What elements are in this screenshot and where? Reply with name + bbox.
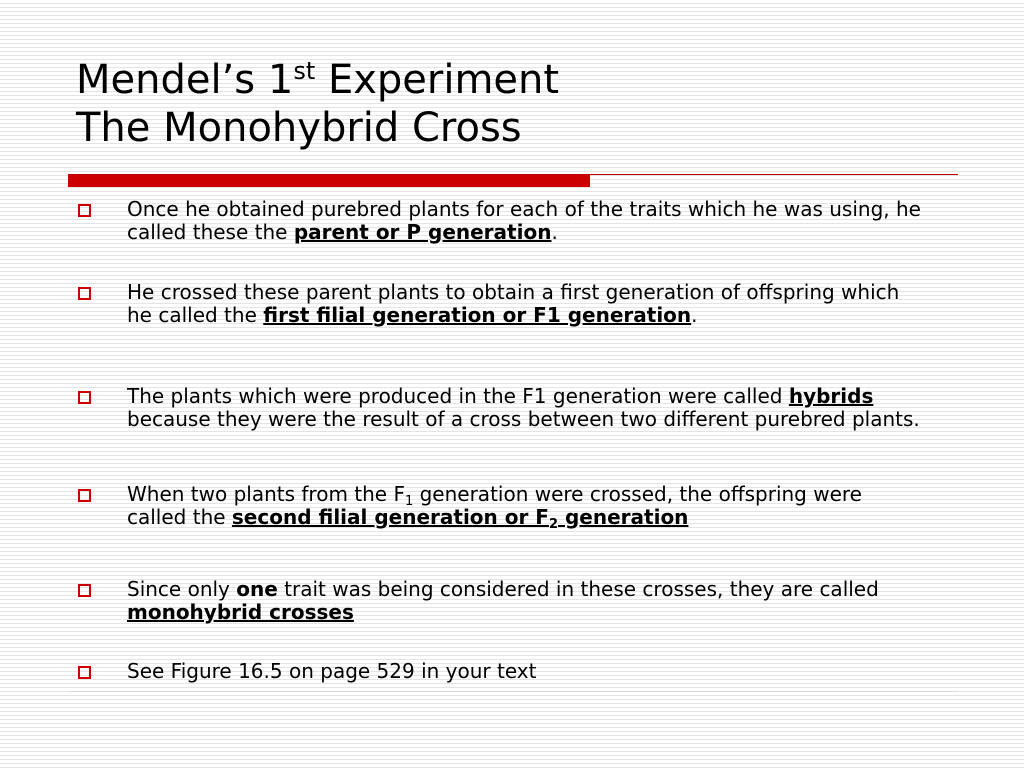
bullet-key-term: [231, 505, 689, 532]
bullet-text-part: He crossed these parent plants to obtain a first generation of offspring which he called the: [127, 280, 900, 327]
hollow-square-bullet-icon: [78, 666, 91, 679]
title-line-1-rest: Experiment: [315, 57, 560, 103]
bullet-text-part: Since only: [127, 577, 237, 601]
title-ordinal-suffix: st: [293, 57, 316, 85]
bullet-key-term-part: second filial generation or F: [231, 505, 549, 529]
bullet-text-part: trait was being considered in these crosses, they are called: [277, 577, 879, 601]
hollow-square-bullet-icon: [78, 204, 91, 217]
bullet-text-part: .: [551, 220, 558, 244]
bullet-text-part: The plants which were produced in the F1 generation were called: [127, 384, 789, 408]
bullet-item: [78, 281, 938, 327]
bullet-item: [78, 660, 938, 683]
hollow-square-bullet-icon: [78, 489, 91, 502]
bullet-item: [78, 482, 938, 532]
bullet-item: [78, 578, 938, 624]
bullet-key-term-part: generation: [558, 505, 689, 529]
footer-divider: [68, 691, 958, 692]
bullet-key-term: parent or P generation: [293, 220, 552, 244]
slide-title: [76, 56, 559, 152]
bullet-item: [78, 385, 938, 431]
title-line-1: [76, 56, 559, 104]
bullet-item: [78, 198, 938, 244]
bullet-text-part: because they were the result of a cross between two different purebred plants.: [127, 407, 920, 431]
title-divider-accent: [68, 175, 590, 187]
title-line-2: The Monohybrid Cross: [76, 105, 522, 151]
title-line-1-text: Mendel’s 1: [76, 57, 294, 103]
bullet-text-part: When two plants from the F: [127, 482, 405, 506]
hollow-square-bullet-icon: [78, 391, 91, 404]
bullet-text: [127, 660, 927, 683]
hollow-square-bullet-icon: [78, 287, 91, 300]
bullet-key-term-subscript: 2: [548, 517, 559, 532]
bullet-text-part: Once he obtained purebred plants for each of the traits which he was using, he called these the: [127, 197, 921, 244]
bullet-text: [127, 578, 927, 624]
bullet-text: [127, 482, 927, 532]
bullet-subscript: 1: [404, 494, 414, 509]
bullet-text: [127, 198, 927, 244]
bullet-text-part: See Figure 16.5 on page 529 in your text: [127, 659, 537, 683]
bullet-text: [127, 281, 927, 327]
hollow-square-bullet-icon: [78, 584, 91, 597]
bullet-key-term: hybrids: [788, 384, 874, 408]
bullet-text: [127, 385, 927, 431]
bullet-key-term: first filial generation or F1 generation: [263, 303, 692, 327]
bullet-bold-term: one: [236, 577, 278, 601]
bullet-key-term: monohybrid crosses: [127, 600, 354, 624]
bullet-text-part: .: [691, 303, 698, 327]
bullet-text-part: generation were crossed, the offspring were called the: [127, 482, 862, 529]
